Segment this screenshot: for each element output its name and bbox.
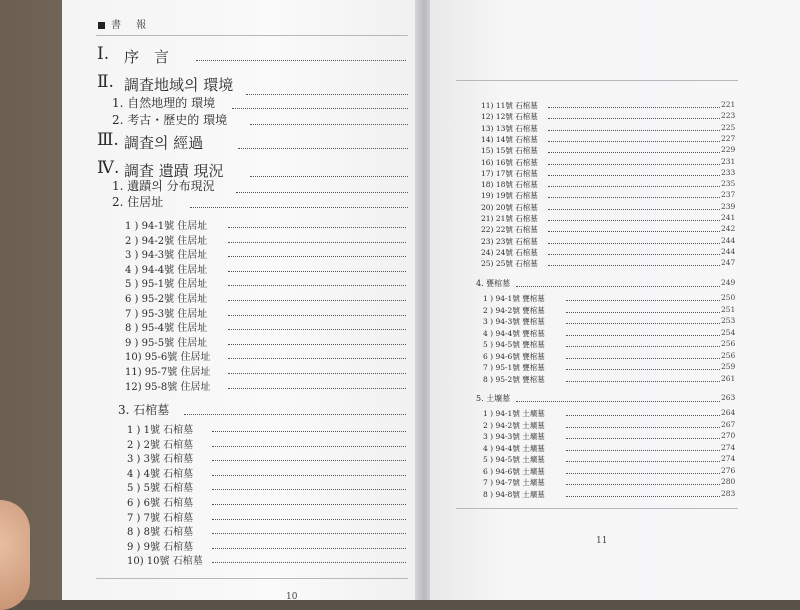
dwelling-leader xyxy=(228,315,406,316)
dwelling-leader xyxy=(228,300,406,301)
jar-coffin-entry: 2 ) 94-2號 甕棺墓 xyxy=(483,305,545,315)
dwelling-entry: 2 ) 94-2號 住居址 xyxy=(125,235,208,247)
sites-1: 1. 遺蹟의 分布現況 xyxy=(112,179,215,193)
dwelling-leader xyxy=(228,256,406,257)
pit-tomb-entry: 6 ) 94-6號 土壙墓 xyxy=(483,466,545,476)
stone-coffin-page: 247 xyxy=(721,258,736,268)
pit-tomb-leader xyxy=(566,473,720,474)
jar-coffin-page: 259 xyxy=(721,362,736,371)
pit-tomb-page: 274 xyxy=(721,454,736,463)
env-2-leader xyxy=(250,124,408,125)
dwelling-leader xyxy=(228,329,406,330)
stone-coffin-entry: 7 ) 7號 石棺墓 xyxy=(127,512,194,524)
stone-coffin-entry: 13) 13號 石棺墓 xyxy=(481,123,538,133)
dwelling-leader xyxy=(228,271,406,272)
jar-coffin-page: 256 xyxy=(721,339,736,348)
jar-coffin-leader xyxy=(566,369,720,370)
running-header xyxy=(98,16,152,31)
stone-coffin-page: 225 xyxy=(721,122,736,132)
chapter-4-title: 調査 遺蹟 現況 xyxy=(124,162,224,180)
stone-coffin-leader xyxy=(212,504,406,505)
stone-coffin-entry: 5 ) 5號 石棺墓 xyxy=(127,483,194,495)
stone-coffin-leader xyxy=(548,197,720,198)
stone-coffin-entry: 19) 19號 石棺墓 xyxy=(481,191,538,201)
chapter-2-leader xyxy=(246,94,408,95)
stone-coffin-page: 235 xyxy=(721,179,736,189)
stone-coffin-leader xyxy=(212,519,406,520)
pit-tomb-page: 280 xyxy=(721,477,736,486)
pit-tomb-leader xyxy=(566,484,720,485)
stone-coffin-leader xyxy=(548,164,720,165)
stone-coffin-entry: 12) 12號 石棺墓 xyxy=(481,112,538,122)
dwelling-leader xyxy=(228,227,406,228)
stone-coffin-page: 223 xyxy=(721,111,736,121)
pit-tomb-entry: 2 ) 94-2號 土壙墓 xyxy=(483,420,545,430)
pit-tomb-leader xyxy=(566,415,720,416)
jar-coffin-entry: 7 ) 95-1號 甕棺墓 xyxy=(483,363,545,372)
jar-coffin-entry: 4 ) 94-4號 甕棺墓 xyxy=(483,328,545,338)
stone-coffin-page: 244 xyxy=(721,246,736,256)
pit-tomb-leader xyxy=(566,450,720,451)
chapter-4-leader xyxy=(250,176,408,177)
stone-coffin-entry: 3 ) 3號 石棺墓 xyxy=(127,454,194,466)
pit-section-page: 263 xyxy=(721,393,736,402)
stone-coffin-entry: 17) 17號 石棺墓 xyxy=(481,168,538,178)
pit-tomb-page: 274 xyxy=(721,442,736,452)
dwelling-leader xyxy=(228,285,406,286)
dwelling-entry: 10) 95-6號 住居址 xyxy=(125,352,211,364)
right-bottom-rule xyxy=(456,508,738,509)
pit-tomb-entry: 1 ) 94-1號 土壙墓 xyxy=(483,409,545,418)
sites-2: 2. 住居址 xyxy=(112,195,164,209)
dwelling-leader xyxy=(228,242,406,243)
stone-coffin-entry: 9 ) 9號 石棺墓 xyxy=(127,541,194,553)
dwelling-entry: 4 ) 94-4號 住居址 xyxy=(125,264,208,276)
chapter-3-title: 調査의 經過 xyxy=(124,134,204,152)
stone-coffin-entry: 24) 24號 石棺墓 xyxy=(481,247,538,257)
jar-coffin-leader xyxy=(566,358,720,359)
stone-coffin-leader xyxy=(212,548,406,549)
stone-coffin-page: 221 xyxy=(721,100,736,109)
pit-tomb-leader xyxy=(566,461,720,462)
stone-coffin-leader xyxy=(548,175,720,176)
stone-coffin-entry: 16) 16號 石棺墓 xyxy=(481,157,538,167)
stone-coffin-entry: 2 ) 2號 石棺墓 xyxy=(127,439,194,451)
left-page-number: 10 xyxy=(286,592,298,602)
dwelling-entry: 1 ) 94-1號 住居址 xyxy=(125,221,208,232)
pit-tomb-page: 283 xyxy=(721,488,736,498)
env-1: 1. 自然地理的 環境 xyxy=(112,96,216,110)
sites-3: 3. 石棺墓 xyxy=(118,403,170,417)
stone-coffin-entry: 8 ) 8號 石棺墓 xyxy=(127,527,194,539)
stone-coffin-leader xyxy=(548,107,720,108)
pit-tomb-entry: 5 ) 94-5號 土壙墓 xyxy=(483,455,545,464)
sites-2-leader xyxy=(190,207,408,208)
dwelling-entry: 3 ) 94-3號 住居址 xyxy=(125,250,208,262)
pit-tomb-page: 267 xyxy=(721,419,736,429)
stone-coffin-page: 239 xyxy=(721,201,736,211)
thumb xyxy=(0,500,30,610)
chapter-2-title: 調査地域의 環境 xyxy=(124,76,234,94)
env-1-leader xyxy=(232,108,408,109)
dwelling-entry: 9 ) 95-5號 住居址 xyxy=(125,337,208,349)
stone-coffin-leader xyxy=(548,265,720,266)
stone-coffin-entry: 4 ) 4號 石棺墓 xyxy=(127,468,194,480)
stone-coffin-leader xyxy=(548,130,720,131)
header-text: 書 報 xyxy=(111,20,153,31)
pit-tomb-page: 270 xyxy=(721,431,736,440)
jar-coffin-leader xyxy=(566,381,720,382)
stone-coffin-leader xyxy=(212,489,406,490)
left-top-rule xyxy=(96,35,408,36)
jar-coffin-entry: 8 ) 95-2號 甕棺墓 xyxy=(483,374,545,384)
stone-coffin-entry: 11) 11號 石棺墓 xyxy=(481,101,538,110)
right-top-rule xyxy=(456,80,738,81)
stone-coffin-leader xyxy=(548,220,720,221)
stone-coffin-page: 231 xyxy=(721,156,736,166)
jar-coffin-page: 261 xyxy=(721,373,736,383)
jar-coffin-page: 250 xyxy=(721,293,736,302)
pit-tomb-leader xyxy=(566,438,720,439)
stone-coffin-entry: 21) 21號 石棺墓 xyxy=(481,214,538,223)
pit-section: 5. 土壙墓 xyxy=(476,394,511,403)
chapter-1-title: 序 言 xyxy=(124,48,170,66)
chapter-2-numeral: Ⅱ. xyxy=(97,72,114,92)
jar-coffin-page: 253 xyxy=(721,316,736,325)
stone-coffin-leader xyxy=(212,475,406,476)
jar-section-page: 249 xyxy=(721,278,736,287)
stone-coffin-entry: 18) 18號 石棺墓 xyxy=(481,180,538,190)
stone-coffin-leader xyxy=(548,152,720,153)
pit-tomb-leader xyxy=(566,496,720,497)
dwelling-entry: 12) 95-8號 住居址 xyxy=(125,381,211,393)
stone-coffin-leader xyxy=(212,431,406,432)
right-page-number: 11 xyxy=(596,536,608,546)
jar-coffin-page: 256 xyxy=(721,350,736,360)
dwelling-entry: 5 ) 95-1號 住居址 xyxy=(125,279,208,291)
stone-coffin-leader xyxy=(548,243,720,244)
chapter-3-leader xyxy=(238,148,408,149)
chapter-4-numeral: Ⅳ. xyxy=(97,158,120,178)
stone-coffin-entry: 22) 22號 石棺墓 xyxy=(481,225,538,235)
left-bottom-rule xyxy=(96,578,408,579)
stone-coffin-page: 244 xyxy=(721,235,736,245)
dwelling-entry: 11) 95-7號 住居址 xyxy=(125,367,211,378)
stone-coffin-page: 229 xyxy=(721,145,736,155)
stone-coffin-page: 237 xyxy=(721,190,736,200)
dwelling-entry: 8 ) 95-4號 住居址 xyxy=(125,323,208,335)
stone-coffin-leader xyxy=(548,231,720,232)
pit-section-leader xyxy=(516,401,720,402)
jar-coffin-entry: 3 ) 94-3號 甕棺墓 xyxy=(483,317,545,326)
chapter-1-numeral: Ⅰ. xyxy=(97,44,110,64)
dwelling-leader xyxy=(228,373,406,374)
chapter-3-numeral: Ⅲ. xyxy=(97,130,119,150)
pit-tomb-entry: 8 ) 94-8號 土壙墓 xyxy=(483,489,545,499)
stone-coffin-leader xyxy=(212,533,406,534)
stone-coffin-page: 241 xyxy=(721,213,736,222)
stone-coffin-entry: 20) 20號 石棺墓 xyxy=(481,202,538,212)
dwelling-entry: 6 ) 95-2號 住居址 xyxy=(125,294,208,305)
jar-coffin-entry: 6 ) 94-6號 甕棺墓 xyxy=(483,351,545,361)
jar-section-leader xyxy=(516,286,720,287)
stone-coffin-leader xyxy=(548,209,720,210)
stone-coffin-leader xyxy=(212,460,406,461)
pit-tomb-page: 276 xyxy=(721,465,736,475)
jar-coffin-page: 251 xyxy=(721,304,736,314)
pit-tomb-page: 264 xyxy=(721,408,736,417)
stone-coffin-entry: 10) 10號 石棺墓 xyxy=(127,556,203,568)
pit-tomb-entry: 3 ) 94-3號 土壙墓 xyxy=(483,432,545,441)
stone-coffin-leader xyxy=(212,446,406,447)
sites-1-leader xyxy=(236,192,408,193)
stone-coffin-page: 242 xyxy=(721,224,736,234)
dwelling-leader xyxy=(228,358,406,359)
stone-coffin-entry: 23) 23號 石棺墓 xyxy=(481,236,538,246)
jar-coffin-entry: 1 ) 94-1號 甕棺墓 xyxy=(483,294,545,303)
jar-coffin-leader xyxy=(566,323,720,324)
jar-section: 4. 甕棺墓 xyxy=(476,279,511,288)
pit-tomb-leader xyxy=(566,427,720,428)
stone-coffin-entry: 1 ) 1號 石棺墓 xyxy=(127,425,194,436)
stone-coffin-leader xyxy=(212,562,406,563)
dwelling-leader xyxy=(228,344,406,345)
env-2: 2. 考古・歷史的 環境 xyxy=(112,113,228,127)
jar-coffin-entry: 5 ) 94-5號 甕棺墓 xyxy=(483,340,545,349)
stone-coffin-entry: 15) 15號 石棺墓 xyxy=(481,146,538,156)
stone-coffin-entry: 14) 14號 石棺墓 xyxy=(481,134,538,144)
chapter-1-leader xyxy=(196,60,406,61)
stone-coffin-entry: 25) 25號 石棺墓 xyxy=(481,259,538,269)
jar-coffin-leader xyxy=(566,346,720,347)
stone-coffin-leader xyxy=(548,118,720,119)
dwelling-leader xyxy=(228,388,406,389)
pit-tomb-entry: 7 ) 94-7號 土壙墓 xyxy=(483,478,545,487)
jar-coffin-page: 254 xyxy=(721,327,736,337)
stone-coffin-page: 227 xyxy=(721,133,736,143)
jar-coffin-leader xyxy=(566,300,720,301)
jar-coffin-leader xyxy=(566,312,720,313)
stone-coffin-leader xyxy=(548,186,720,187)
stone-coffin-entry: 6 ) 6號 石棺墓 xyxy=(127,498,194,509)
stone-coffin-page: 233 xyxy=(721,167,736,177)
sites-3-leader xyxy=(184,414,406,415)
dwelling-entry: 7 ) 95-3號 住居址 xyxy=(125,308,208,320)
pit-tomb-entry: 4 ) 94-4號 土壙墓 xyxy=(483,443,545,453)
square-bullet-icon xyxy=(98,22,105,29)
stone-coffin-leader xyxy=(548,254,720,255)
jar-coffin-leader xyxy=(566,335,720,336)
stone-coffin-leader xyxy=(548,141,720,142)
